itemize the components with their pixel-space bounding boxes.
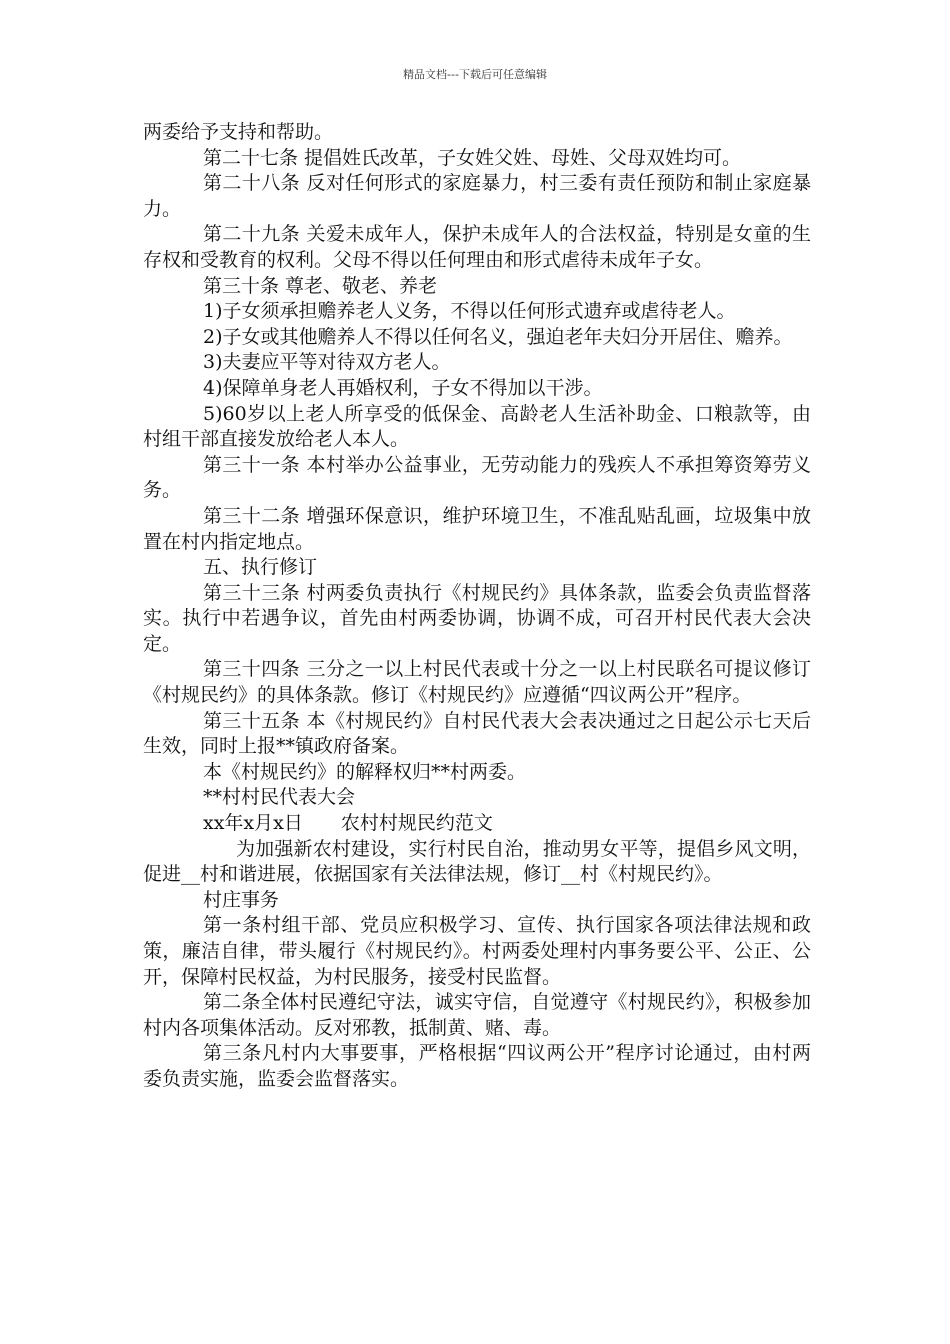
paragraph: 第三十一条 本村举办公益事业，无劳动能力的残疾人不承担筹资筹劳义务。 [143, 453, 811, 502]
paragraph: 两委给予支持和帮助。 [143, 121, 334, 143]
paragraph: 本《村规民约》的解释权归**村两委。 [203, 760, 527, 783]
paragraph: 第三十四条 三分之一以上村民代表或十分之一以上村民联名可提议修订《村规民约》的具体条款。修订《村规民约》应遵循“四议两公开”程序。 [143, 658, 811, 707]
paragraph: 为加强新农村建设，实行村民自治，推动男女平等，提倡乡风文明，促进__村和谐进展，依据国家有关法律法规，修订__村《村规民约》。 [143, 837, 811, 886]
document-body [143, 120, 811, 1093]
paragraph: 第二十九条 关爱未成年人，保护未成年人的合法权益，特别是女童的生存权和受教育的权利。父母不得以任何理由和形式虐待未成年子女。 [143, 223, 811, 271]
paragraph: 第三十三条 村两委负责执行《村规民约》具体条款，监委会负责监督落实。执行中若遇争议，首先由村两委协调，协调不成，可召开村民代表大会决定。 [143, 581, 811, 655]
paragraph: 五、执行修订 [203, 556, 318, 579]
paragraph: 第三十条 尊老、敬老、养老 [203, 274, 438, 297]
paragraph: 3)夫妻应平等对待双方老人。 [203, 351, 451, 374]
paragraph: 村庄事务 [203, 888, 280, 911]
paragraph: 4)保障单身老人再婚权利，子女不得加以干涉。 [203, 376, 603, 399]
paragraph: 第三十二条 增强环保意识，维护环境卫生，不准乱贴乱画，垃圾集中放置在村内指定地点。 [143, 504, 811, 553]
paragraph: 第二十八条 反对任何形式的家庭暴力，村三委有责任预防和制止家庭暴力。 [143, 172, 811, 220]
paragraph: 2)子女或其他赡养人不得以任何名义，强迫老年夫妇分开居住、赡养。 [203, 325, 793, 348]
paragraph: 第一条村组干部、党员应积极学习、宣传、执行国家各项法律法规和政策，廉洁自律，带头履行《村规民约》。村两委处理村内事务要公平、公正、公开，保障村民权益，为村民服务，接受村民监督。 [143, 914, 811, 988]
paragraph: 第二十七条 提倡姓氏改革，子女姓父姓、母姓、父母双姓均可。 [203, 146, 742, 169]
paragraph: 第三条凡村内大事要事，严格根据“四议两公开”程序讨论通过，由村两委负责实施，监委会监督落实。 [143, 1042, 811, 1090]
paragraph: 第三十五条 本《村规民约》自村民代表大会表决通过之日起公示七天后生效，同时上报**镇政府备案。 [143, 709, 811, 758]
paragraph: 5)60岁以上老人所享受的低保金、高龄老人生活补助金、口粮款等，由村组干部直接发放给老人本人。 [143, 402, 811, 451]
paragraph: 第二条全体村民遵纪守法，诚实守信，自觉遵守《村规民约》，积极参加村内各项集体活动。反对邪教，抵制黄、赌、毒。 [143, 991, 811, 1039]
page-header: 精品文档---下载后可任意编辑 [403, 68, 547, 81]
paragraph: xx年x月x日 农村村规民约范文 [203, 812, 493, 835]
paragraph: 1)子女须承担赡养老人义务，不得以任何形式遗弃或虐待老人。 [203, 300, 736, 323]
paragraph: **村村民代表大会 [203, 786, 356, 809]
